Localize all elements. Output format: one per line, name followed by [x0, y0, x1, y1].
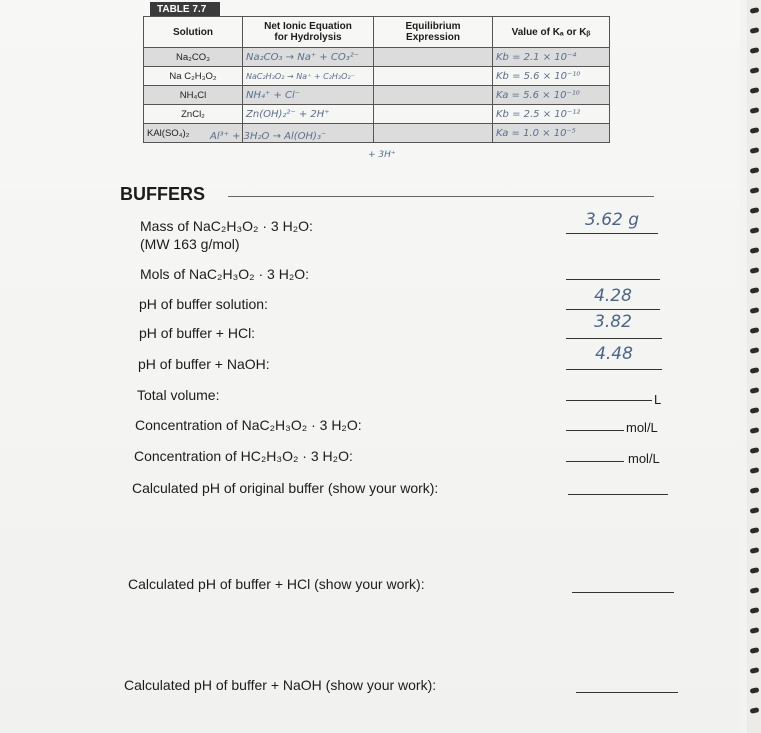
- spiral-ring: [750, 687, 760, 694]
- spiral-ring: [750, 667, 760, 674]
- spiral-ring: [750, 347, 760, 354]
- mw-label: (MW 163 g/mol): [140, 236, 240, 252]
- spiral-ring: [750, 387, 760, 394]
- calc-ph-original-answer-line[interactable]: [568, 494, 668, 495]
- spiral-ring: [750, 467, 760, 474]
- spiral-ring: [750, 87, 760, 94]
- conc-acetate-unit: mol/L: [626, 420, 658, 435]
- spiral-ring: [750, 7, 760, 14]
- spiral-ring: [750, 227, 760, 234]
- ph-hcl-label: pH of buffer + HCl:: [139, 325, 256, 341]
- spiral-ring: [750, 287, 760, 294]
- spiral-ring: [750, 547, 760, 554]
- spiral-ring: [750, 107, 760, 114]
- spiral-ring: [750, 27, 760, 34]
- spiral-ring: [750, 167, 760, 174]
- spiral-ring: [750, 627, 760, 634]
- handwritten-spill-equation: Al³⁺ + 3H₂O → Al(OH)₃⁻: [210, 131, 327, 142]
- table-row: [144, 86, 610, 105]
- conc-acetate-answer-line[interactable]: [566, 430, 624, 431]
- table-row: [144, 105, 610, 124]
- conc-acid-label: Concentration of HC₂H₃O₂ · 3 H₂O:: [134, 448, 353, 464]
- spiral-ring: [750, 207, 760, 214]
- spiral-binding: [747, 0, 761, 733]
- total-volume-label: Total volume:: [137, 387, 220, 403]
- total-volume-unit: L: [654, 392, 662, 407]
- spiral-ring: [750, 67, 760, 74]
- hydrolysis-table: [143, 16, 610, 143]
- spiral-ring: [750, 307, 760, 314]
- spiral-ring: [750, 127, 760, 134]
- cell-solution: Na C₂H₃O₂: [144, 67, 243, 86]
- spiral-ring: [750, 267, 760, 274]
- cell-value: Kb = 2.5 × 10⁻¹²: [493, 105, 610, 124]
- table-row: [144, 48, 610, 67]
- spiral-ring: [750, 407, 760, 414]
- cell-value: Ka = 1.0 × 10⁻⁵: [493, 124, 610, 143]
- ph-naoh-answer-line[interactable]: [566, 369, 662, 370]
- cell-expression: [374, 48, 493, 67]
- cell-equation: NaC₂H₃O₂ → Na⁺ + C₂H₃O₂⁻: [243, 67, 374, 86]
- spiral-ring: [750, 247, 760, 254]
- spiral-ring: [750, 327, 760, 334]
- spiral-ring: [750, 447, 760, 454]
- header-value: Value of Kₐ or Kᵦ: [493, 17, 610, 48]
- spiral-ring: [750, 527, 760, 534]
- ph-buffer-answer-line[interactable]: [566, 309, 660, 310]
- cell-solution: NH₄Cl: [144, 86, 243, 105]
- cell-expression: [374, 67, 493, 86]
- table-tag: TABLE 7.7: [150, 2, 220, 17]
- spiral-ring: [750, 187, 760, 194]
- ph-hcl-answer: 3.82: [594, 312, 632, 332]
- spiral-ring: [750, 647, 760, 654]
- spiral-ring: [750, 487, 760, 494]
- spiral-ring: [750, 47, 760, 54]
- spiral-ring: [750, 587, 760, 594]
- ph-naoh-answer: 4.48: [595, 344, 633, 364]
- cell-expression: [374, 86, 493, 105]
- calc-ph-naoh-label: Calculated pH of buffer + NaOH (show your work):: [124, 677, 437, 693]
- calc-ph-hcl-answer-line[interactable]: [572, 592, 674, 593]
- calc-ph-naoh-answer-line[interactable]: [576, 692, 678, 693]
- ph-hcl-answer-line[interactable]: [566, 338, 662, 339]
- cell-equation: Zn(OH)₂²⁻ + 2H⁺: [243, 105, 374, 124]
- cell-equation: Na₂CO₃ → Na⁺ + CO₃²⁻: [243, 48, 374, 67]
- heading-rule: [228, 196, 654, 197]
- cell-solution: ZnCl₂: [144, 105, 243, 124]
- spiral-ring: [750, 607, 760, 614]
- cell-value: Kb = 2.1 × 10⁻⁴: [493, 48, 610, 67]
- spiral-ring: [750, 707, 760, 714]
- cell-expression: [374, 124, 493, 143]
- table-header-row: [144, 17, 610, 48]
- mass-answer-line[interactable]: [566, 233, 658, 234]
- spiral-ring: [750, 367, 760, 374]
- ph-buffer-answer: 4.28: [594, 286, 632, 306]
- conc-acetate-label: Concentration of NaC₂H₃O₂ · 3 H₂O:: [135, 417, 362, 433]
- buffers-heading: BUFFERS: [120, 184, 205, 204]
- calc-ph-hcl-label: Calculated pH of buffer + HCl (show your work):: [128, 576, 425, 592]
- ph-naoh-label: pH of buffer + NaOH:: [138, 356, 270, 372]
- handwritten-extra-note: + 3H⁺: [368, 150, 396, 160]
- header-equation: Net Ionic Equation for Hydrolysis: [243, 17, 374, 48]
- calc-ph-original-label: Calculated pH of original buffer (show your work):: [132, 480, 439, 496]
- cell-solution: Na₂CO₃: [144, 48, 243, 67]
- cell-value: Ka = 5.6 × 10⁻¹⁰: [493, 86, 610, 105]
- spiral-ring: [750, 427, 760, 434]
- mols-label: Mols of NaC₂H₃O₂ · 3 H₂O:: [140, 266, 310, 282]
- spiral-ring: [750, 147, 760, 154]
- cell-solution: KAl(SO₄)₂: [144, 124, 243, 143]
- spiral-ring: [750, 507, 760, 514]
- mols-answer-line[interactable]: [566, 279, 660, 280]
- cell-value: Kb = 5.6 × 10⁻¹⁰: [493, 67, 610, 86]
- table-row: [144, 67, 610, 86]
- spiral-ring: [750, 567, 760, 574]
- mass-answer: 3.62 g: [584, 210, 640, 230]
- header-solution: Solution: [144, 17, 243, 48]
- ph-buffer-label: pH of buffer solution:: [139, 296, 268, 312]
- cell-equation: NH₄⁺ + Cl⁻: [243, 86, 374, 105]
- cell-expression: [374, 105, 493, 124]
- conc-acid-answer-line[interactable]: [566, 461, 624, 462]
- total-volume-answer-line[interactable]: [566, 400, 652, 401]
- conc-acid-unit: mol/L: [628, 451, 660, 466]
- mass-label: Mass of NaC₂H₃O₂ · 3 H₂O:: [140, 218, 313, 234]
- header-expression: Equilibrium Expression: [374, 17, 493, 48]
